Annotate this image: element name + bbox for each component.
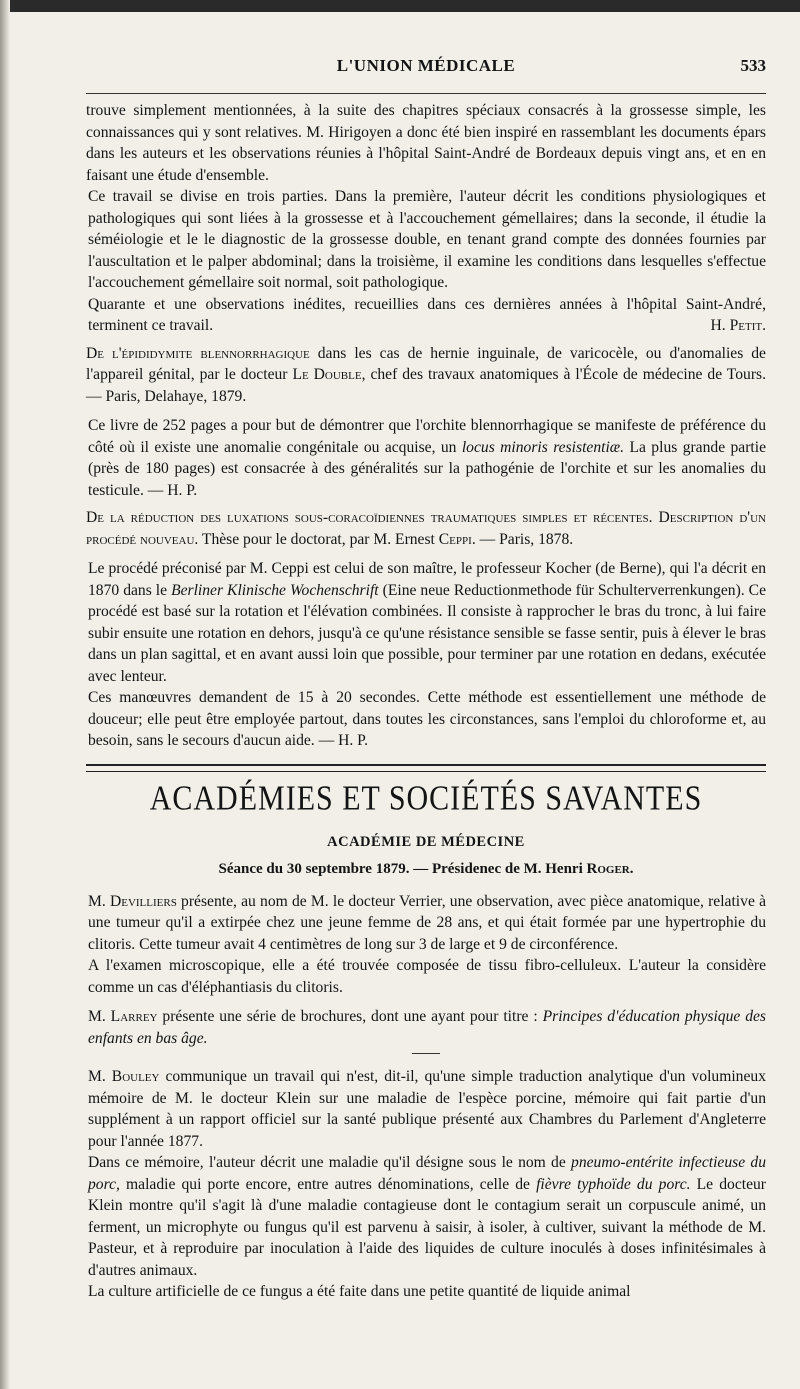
- president-name: Roger: [586, 861, 630, 877]
- paragraph: [86, 415, 766, 501]
- entry-title: De la réduction des luxations sous-coracoïdiennes traumatiques simples et récentes. Description d'un procédé nouveau.: [86, 509, 766, 548]
- entry-title-end: , chef des travaux anatomiques à l'École de médecine de Tours. — Paris, Delahaye, 1879.: [86, 366, 766, 405]
- paragraph: [86, 1152, 766, 1281]
- petit-review: [86, 100, 766, 337]
- paragraph: [86, 294, 766, 337]
- header-rule: [86, 93, 766, 94]
- paragraph-text: La plus grande partie (près de 180 pages) est consacrée à des généralités sur la pathogénie de l'orchite et sur les anomalies du testicule. — H. P.: [88, 438, 767, 499]
- spacer: [86, 998, 766, 1006]
- paragraph: La culture artificielle de ce fungus a été faite dans une petite quantité de liquide animal: [88, 1283, 631, 1300]
- paragraph-text: Le procédé préconisé par M. Ceppi est celui de son maître, le professeur Kocher (de Berne), qui l'a décrit en 1870 dans le: [88, 560, 766, 599]
- italic-text: Principes d'éducation physique des enfants en bas âge.: [88, 1008, 766, 1047]
- paragraph: [86, 891, 766, 956]
- subsection-title: ACADÉMIE DE MÉDECINE: [327, 833, 525, 850]
- entry-title: De l'épididymite blennorrhagique: [86, 344, 310, 362]
- italic-text: locus minoris resistentiæ.: [461, 438, 625, 456]
- running-title: L'UNION MÉDICALE: [336, 56, 516, 75]
- spacer: [86, 550, 766, 558]
- spacer: [86, 881, 766, 891]
- paragraph-text: maladie qui porte encore, entre autres dénominations, celle de: [119, 1175, 537, 1193]
- italic-text: fièvre typhoïde du porc.: [536, 1175, 691, 1193]
- page-body: [86, 100, 766, 1303]
- spacer: [86, 1058, 766, 1066]
- paragraph: [86, 1066, 766, 1152]
- paragraph: Ce travail se divise en trois parties. Dans la première, l'auteur décrit les conditions physiologiques et pathologiques qui sont liées à la grossesse et à l'accouchement gémellaires; dans la seconde, il étudie la séméiologie et le le diagnostic de la grossesse double, en tenant grand compte des données fournies par l'auscultation et le palper abdominal; dans la troisième, il examine les conditions dans lesquelles s'effectue l'accouchement gémellaire soit normal, soit pathologique.: [88, 188, 766, 291]
- bibliographic-entry: [86, 343, 766, 408]
- paragraph: trouve simplement mentionnées, à la suite des chapitres spéciaux consacrés à la grossesse simple, les connaissances qui y sont relatives. M. Hirigoyen a donc été bien inspiré en rassemblant les documents épars dans les auteurs et les observations réunies à l'hôpital Saint-André de Bordeaux depuis vingt ans, et en en faisant une étude d'ensemble.: [86, 102, 766, 184]
- paragraph-text: présente une série de brochures, dont une ayant pour titre :: [157, 1008, 543, 1025]
- seance-text-end: .: [629, 861, 634, 877]
- section-title: ACADÉMIES ET SOCIÉTÉS SAVANTES: [149, 778, 703, 817]
- entry-title-rest: dans les cas de hernie inguinale, de varicocèle, ou d'anomalies de l'appareil génital, par le docteur: [86, 344, 766, 383]
- italic-text: Berliner Klinische Wochenschrift: [171, 581, 379, 599]
- speaker-name: M. Bouley: [88, 1068, 160, 1085]
- section-divider: [86, 764, 766, 772]
- paragraph-text: présente, au nom de M. le docteur Verrier, une observation, avec pièce anatomique, relative à une tumeur qu'il a extirpée chez une jeune femme de 28 ans, et qui était formée par une hypertrophie du clitoris. Cette tumeur avait 4 centimètres de long sur 3 de large et 9 de circonférence.: [88, 892, 766, 953]
- paragraph: A l'examen microscopique, elle a été trouvée composée de tissu fibro-celluleux. L'auteur la considère comme un cas d'éléphantiasis du clitoris.: [88, 957, 766, 996]
- page-top-edge: [0, 0, 800, 12]
- bibliographic-entry: [86, 507, 766, 550]
- paragraph-text: Ce livre de 252 pages a pour but de démontrer que l'orchite blennorrhagique se manifeste de préférence du côté où il existe une anomalie congénitale ou acquise, un: [88, 417, 766, 456]
- paragraph-text: Le docteur Klein montre qu'il s'agit là d'une maladie contagieuse dont le contagium serait un corpuscule animé, un ferment, un microphyte ou fungus qu'il est parvenu à saisir, à isoler, à cultiver, suivant la méthode de M. Pasteur, et à reproduire par inoculation à l'aide des liquides de culture inoculés à doses infinitésimales à d'autres animaux.: [88, 1175, 766, 1279]
- page-header: [86, 56, 766, 82]
- entry-author: Le Double: [292, 366, 362, 383]
- paragraph-text: Quarante et une observations inédites, recueillies dans ces dernières années à l'hôpital Saint-André, terminent ce travail.: [88, 295, 766, 334]
- entry-author: Ceppi: [438, 530, 472, 548]
- signature: H. Petit.: [710, 317, 766, 334]
- spacer: [86, 407, 766, 415]
- paragraph: [86, 558, 766, 687]
- short-separator: [412, 1053, 440, 1054]
- paragraph: Ces manœuvres demandent de 15 à 20 secondes. Cette méthode est essentiellement une méthode de douceur; elle peut être employée partout, dans toutes les circonstances, sans l'emploi du chloroforme et, au besoin, sans le secours d'aucun aide. — H. P.: [88, 689, 766, 749]
- entry-title-end: . — Paris, 1878.: [471, 530, 574, 548]
- seance-line: [86, 859, 766, 881]
- binding-shadow: [0, 0, 10, 1389]
- paragraph-text: communique un travail qui n'est, dit-il, qu'une simple traduction analytique d'un volumineux mémoire de M. le docteur Klein sur une maladie de l'espèce porcine, mémoire qui fait partie d'un supplément à un rapport officiel sur la santé publique présenté aux Chambres du Parlement d'Angleterre pour l'année 1877.: [88, 1068, 766, 1150]
- paragraph-text: Dans ce mémoire, l'auteur décrit une maladie qu'il désigne sous le nom de: [88, 1154, 572, 1171]
- epididymite-review: [86, 343, 766, 502]
- paragraph: [86, 1006, 766, 1049]
- paragraph-text: (Eine neue Reductionmethode für Schulterverrenkungen). Ce procédé est basé sur la rotation et l'élévation combinées. Il consiste à rapprocher le bras du tronc, à lui faire subir ensuite une rotation en dehors, jusqu'à ce qu'une résistance sensible se fasse sentir, puis à élever le bras dans un plan sagittal, et en avant aussi loin que possible, pour terminer par une rotation en dedans, exécutée avec lenteur.: [88, 581, 766, 685]
- luxations-review: [86, 507, 766, 752]
- speaker-name: M. Larrey: [88, 1008, 158, 1025]
- page-number: 533: [740, 56, 766, 75]
- seance-text: Séance du 30 septembre 1879. — Présidenec de M. Henri: [218, 861, 587, 877]
- italic-text: pneumo-entérite infectieuse du porc,: [88, 1154, 766, 1193]
- entry-title-rest: Thèse pour le doctorat, par M. Ernest: [198, 530, 439, 548]
- speaker-name: M. Devilliers: [88, 892, 177, 910]
